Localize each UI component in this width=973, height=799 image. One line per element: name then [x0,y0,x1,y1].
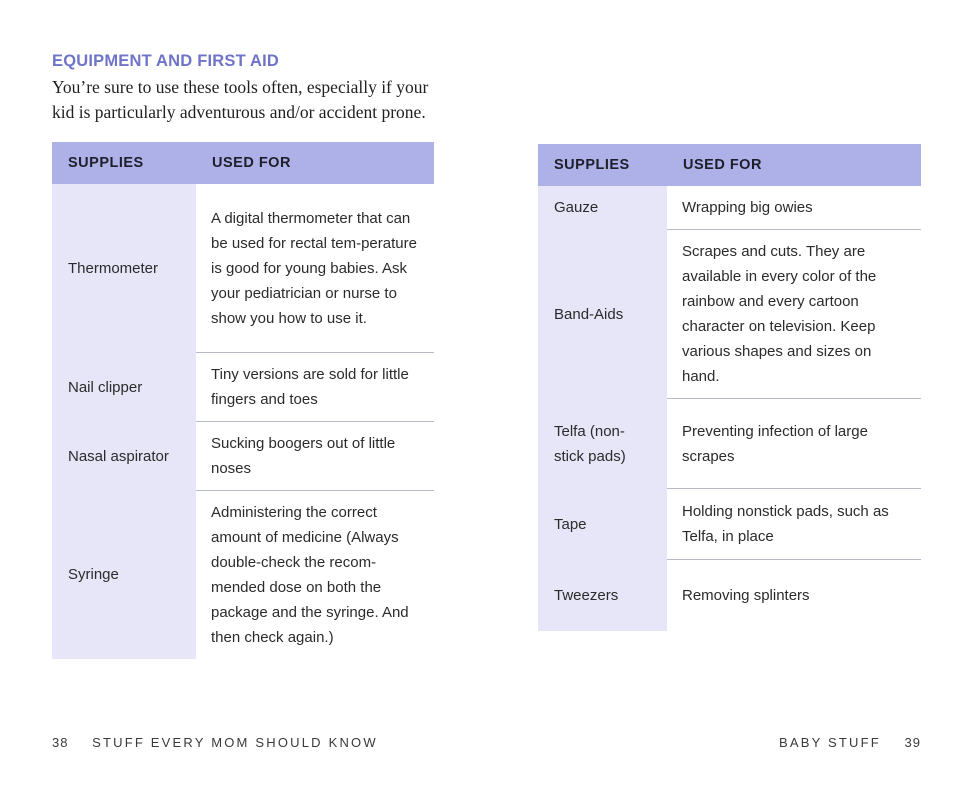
table-row [52,491,434,660]
table-row [538,560,921,632]
supply-name: Gauze [538,186,667,230]
supply-use: A digital thermometer that can be used for rectal tem-perature is good for young babies. Ask your pediatrician or nurse to show you how to use it. [196,184,434,353]
supply-name: Band-Aids [538,230,667,399]
supply-use: Wrapping big owies [667,186,921,230]
supply-name: Tweezers [538,560,667,632]
supply-name: Telfa (non-stick pads) [538,399,667,489]
right-supplies-table [538,144,921,631]
supply-name: Nasal aspirator [52,422,196,491]
supply-use: Administering the correct amount of medicine (Always double-check the recom-mended dose on both the package and the syringe. And then check again.) [211,504,409,646]
table-row [52,353,434,422]
table-header-row [52,142,434,184]
supply-use: Sucking boogers out of little noses [196,422,434,491]
intro-paragraph: You’re sure to use these tools often, especially if your kid is particularly adventurous and/or accident prone. [52,77,429,122]
supply-name: Syringe [52,491,196,660]
page-number: 38 [52,735,69,750]
supply-name: Tape [538,489,667,560]
supply-name: Nail clipper [52,353,196,422]
left-supplies-table [52,142,434,659]
supply-use: Removing splinters [682,587,810,604]
table-row [52,184,434,353]
table-header-row [538,144,921,186]
table-row [538,230,921,399]
table-row [52,422,434,491]
supply-use: Scrapes and cuts. They are available in every color of the rainbow and every cartoon character on television. Keep various shapes and sizes on hand. [667,230,921,399]
page-number: 39 [904,735,921,750]
section-title: BABY STUFF [778,735,881,750]
left-footer [52,735,378,750]
table-row [538,186,921,230]
supply-use: Holding nonstick pads, such as Telfa, in place [667,489,921,560]
header-supplies: SUPPLIES [538,144,667,186]
table-row [538,489,921,560]
header-used-for: USED FOR [667,144,921,186]
book-title: STUFF EVERY MOM SHOULD KNOW [92,735,378,750]
table-row [538,399,921,489]
supply-name: Thermometer [52,184,196,353]
supply-use: Tiny versions are sold for little fingers and toes [196,353,434,422]
section-heading: EQUIPMENT AND FIRST AID [52,52,280,70]
header-used-for: USED FOR [196,142,434,184]
supply-use: Preventing infection of large scrapes [667,399,921,489]
header-supplies: SUPPLIES [52,142,196,184]
right-footer [779,735,921,750]
